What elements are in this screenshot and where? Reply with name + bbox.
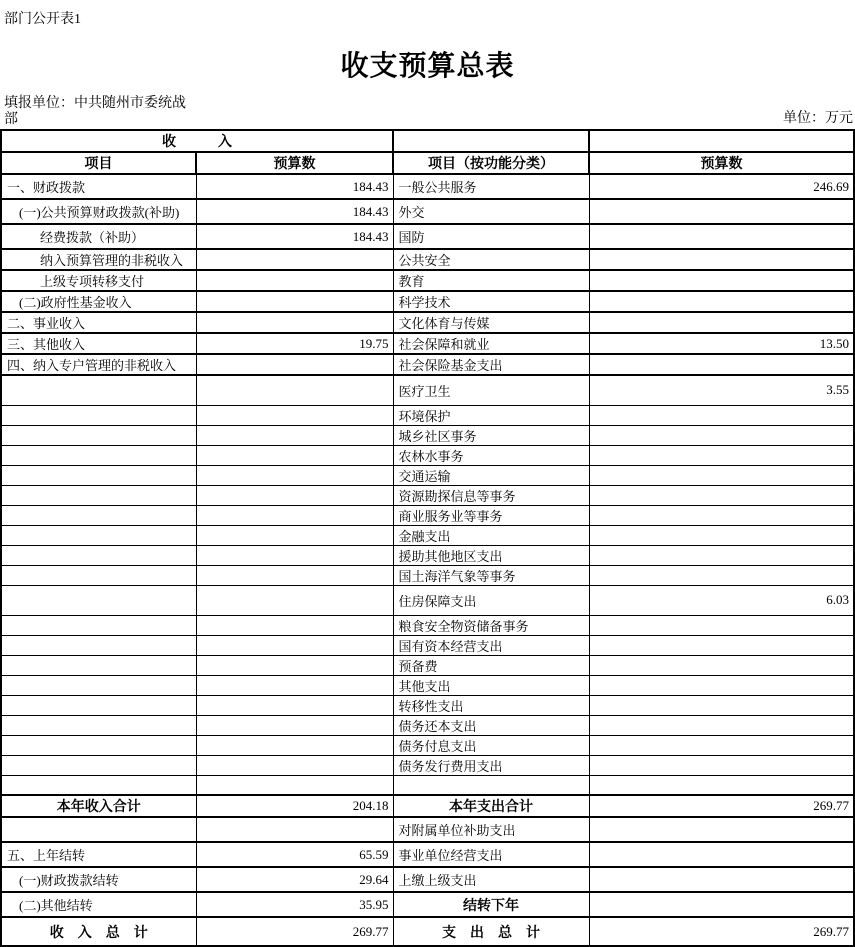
expense-amount-cell: [589, 615, 854, 635]
income-amount-cell: 204.18: [196, 795, 393, 817]
column-header-expense-budget: 预算数: [589, 152, 854, 174]
income-amount-cell: 184.43: [196, 199, 393, 224]
income-item-cell: 经费拨款（补助）: [1, 224, 196, 249]
expense-amount-cell: [589, 675, 854, 695]
expense-amount-cell: [589, 425, 854, 445]
expense-amount-cell: [589, 735, 854, 755]
table-row: [1, 842, 854, 867]
income-amount-cell: [196, 485, 393, 505]
expense-item-cell: 预备费: [393, 655, 589, 675]
expense-amount-cell: [589, 291, 854, 312]
table-row: [1, 505, 854, 525]
expense-amount-cell: [589, 445, 854, 465]
table-row: [1, 775, 854, 795]
income-amount-cell: [196, 375, 393, 405]
income-item-cell: [1, 695, 196, 715]
income-amount-cell: [196, 312, 393, 333]
table-row: [1, 270, 854, 291]
income-item-cell: (二)其他结转: [1, 892, 196, 917]
expense-item-cell: 国有资本经营支出: [393, 635, 589, 655]
expense-amount-cell: [589, 545, 854, 565]
income-item-cell: (一)财政拨款结转: [1, 867, 196, 892]
sheet-tag: 部门公开表1: [4, 12, 81, 27]
income-item-cell: [1, 735, 196, 755]
income-amount-cell: [196, 465, 393, 485]
table-row: [1, 545, 854, 565]
expense-item-cell: 外交: [393, 199, 589, 224]
expense-amount-cell: [589, 249, 854, 270]
expense-amount-cell: [589, 405, 854, 425]
table-row: [1, 525, 854, 545]
income-amount-cell: [196, 249, 393, 270]
table-row: [1, 817, 854, 842]
expense-item-cell: 转移性支出: [393, 695, 589, 715]
table-row: [1, 354, 854, 375]
expense-item-cell: 交通运输: [393, 465, 589, 485]
income-item-cell: [1, 545, 196, 565]
table-row: [1, 405, 854, 425]
table-row: [1, 291, 854, 312]
income-amount-cell: [196, 675, 393, 695]
expense-item-cell: 医疗卫生: [393, 375, 589, 405]
expense-item-cell: 教育: [393, 270, 589, 291]
income-amount-cell: [196, 755, 393, 775]
table-row: [1, 715, 854, 735]
income-amount-cell: 65.59: [196, 842, 393, 867]
expense-item-cell: 国防: [393, 224, 589, 249]
income-amount-cell: [196, 405, 393, 425]
expense-item-cell: 社会保障和就业: [393, 333, 589, 354]
expense-amount-cell: [589, 485, 854, 505]
income-amount-cell: [196, 425, 393, 445]
income-item-cell: [1, 505, 196, 525]
column-header-income-budget: 预算数: [196, 152, 393, 174]
income-amount-cell: 19.75: [196, 333, 393, 354]
table-row: [1, 917, 854, 946]
expense-item-cell: 上缴上级支出: [393, 867, 589, 892]
table-row: [1, 485, 854, 505]
table-row: [1, 249, 854, 270]
income-amount-cell: [196, 525, 393, 545]
expense-item-cell: 事业单位经营支出: [393, 842, 589, 867]
expense-item-cell: [393, 775, 589, 795]
income-item-cell: [1, 565, 196, 585]
table-row: [1, 755, 854, 775]
expense-amount-cell: [589, 892, 854, 917]
table-row: [1, 445, 854, 465]
expense-amount-cell: 269.77: [589, 795, 854, 817]
expense-item-cell: 其他支出: [393, 675, 589, 695]
income-amount-cell: [196, 615, 393, 635]
reporting-unit: 填报单位：中共随州市委统战部: [4, 96, 186, 127]
meta-row: [0, 96, 855, 128]
income-amount-cell: 35.95: [196, 892, 393, 917]
expense-amount-cell: 13.50: [589, 333, 854, 354]
expense-amount-cell: 269.77: [589, 917, 854, 946]
income-amount-cell: [196, 270, 393, 291]
budget-table: [0, 129, 855, 947]
income-item-cell: [1, 465, 196, 485]
empty-header-cell: [393, 130, 589, 152]
expense-amount-cell: 246.69: [589, 174, 854, 199]
income-item-cell: [1, 375, 196, 405]
income-section-header-row: [1, 130, 854, 152]
income-item-cell: 五、上年结转: [1, 842, 196, 867]
expense-amount-cell: [589, 565, 854, 585]
income-item-cell: [1, 817, 196, 842]
income-item-cell: 三、其他收入: [1, 333, 196, 354]
expense-item-cell: 粮食安全物资储备事务: [393, 615, 589, 635]
expense-amount-cell: 6.03: [589, 585, 854, 615]
expense-item-cell: 债务发行费用支出: [393, 755, 589, 775]
table-row: [1, 675, 854, 695]
income-amount-cell: [196, 291, 393, 312]
income-amount-cell: 269.77: [196, 917, 393, 946]
expense-item-cell: 对附属单位补助支出: [393, 817, 589, 842]
expense-amount-cell: [589, 842, 854, 867]
income-amount-cell: 29.64: [196, 867, 393, 892]
income-amount-cell: [196, 505, 393, 525]
expense-item-cell: 结转下年: [393, 892, 589, 917]
expense-amount-cell: [589, 817, 854, 842]
column-header-expense-item: 项目（按功能分类）: [393, 152, 589, 174]
expense-item-cell: 资源勘探信息等事务: [393, 485, 589, 505]
income-item-cell: 四、纳入专户管理的非税收入: [1, 354, 196, 375]
income-item-cell: [1, 525, 196, 545]
table-row: [1, 375, 854, 405]
expense-item-cell: 商业服务业等事务: [393, 505, 589, 525]
expense-amount-cell: [589, 270, 854, 291]
expense-item-cell: 债务还本支出: [393, 715, 589, 735]
expense-item-cell: 文化体育与传媒: [393, 312, 589, 333]
page-title: 收支预算总表: [340, 51, 515, 82]
income-item-cell: [1, 655, 196, 675]
income-item-cell: [1, 755, 196, 775]
expense-item-cell: 金融支出: [393, 525, 589, 545]
table-row: [1, 565, 854, 585]
income-item-cell: 本年收入合计: [1, 795, 196, 817]
table-row: [1, 312, 854, 333]
income-section-header: 收 入: [1, 130, 393, 152]
expense-item-cell: 一般公共服务: [393, 174, 589, 199]
income-item-cell: 收 入 总 计: [1, 917, 196, 946]
income-amount-cell: [196, 655, 393, 675]
expense-amount-cell: [589, 465, 854, 485]
table-row: [1, 735, 854, 755]
column-header-income-item: 项目: [1, 152, 196, 174]
expense-item-cell: 援助其他地区支出: [393, 545, 589, 565]
income-item-cell: (一)公共预算财政拨款(补助): [1, 199, 196, 224]
income-item-cell: 纳入预算管理的非税收入: [1, 249, 196, 270]
expense-item-cell: 公共安全: [393, 249, 589, 270]
table-header: [1, 130, 854, 174]
expense-item-cell: 科学技术: [393, 291, 589, 312]
expense-amount-cell: [589, 755, 854, 775]
expense-amount-cell: [589, 695, 854, 715]
income-item-cell: 上级专项转移支付: [1, 270, 196, 291]
income-item-cell: [1, 585, 196, 615]
expense-amount-cell: [589, 312, 854, 333]
table-row: [1, 425, 854, 445]
table-row: [1, 655, 854, 675]
expense-amount-cell: [589, 505, 854, 525]
table-row: [1, 635, 854, 655]
expense-amount-cell: [589, 775, 854, 795]
expense-amount-cell: [589, 224, 854, 249]
expense-amount-cell: [589, 525, 854, 545]
income-item-cell: [1, 615, 196, 635]
income-amount-cell: 184.43: [196, 174, 393, 199]
table-row: [1, 795, 854, 817]
expense-item-cell: 环境保护: [393, 405, 589, 425]
income-amount-cell: [196, 585, 393, 615]
expense-item-cell: 本年支出合计: [393, 795, 589, 817]
table-body: [1, 174, 854, 946]
expense-item-cell: 住房保障支出: [393, 585, 589, 615]
income-item-cell: [1, 675, 196, 695]
table-row: [1, 585, 854, 615]
income-item-cell: 二、事业收入: [1, 312, 196, 333]
income-amount-cell: [196, 735, 393, 755]
income-amount-cell: [196, 635, 393, 655]
income-amount-cell: [196, 817, 393, 842]
expense-item-cell: 支 出 总 计: [393, 917, 589, 946]
income-amount-cell: [196, 565, 393, 585]
income-amount-cell: [196, 545, 393, 565]
table-row: [1, 333, 854, 354]
income-amount-cell: [196, 695, 393, 715]
income-amount-cell: [196, 445, 393, 465]
expense-amount-cell: [589, 199, 854, 224]
expense-amount-cell: [589, 655, 854, 675]
income-item-cell: (二)政府性基金收入: [1, 291, 196, 312]
empty-header-cell: [589, 130, 854, 152]
table-row: [1, 174, 854, 199]
table-row: [1, 465, 854, 485]
expense-amount-cell: 3.55: [589, 375, 854, 405]
table-row: [1, 615, 854, 635]
expense-amount-cell: [589, 354, 854, 375]
income-amount-cell: [196, 354, 393, 375]
table-row: [1, 892, 854, 917]
income-item-cell: [1, 775, 196, 795]
income-amount-cell: [196, 775, 393, 795]
income-item-cell: [1, 715, 196, 735]
expense-item-cell: 农林水事务: [393, 445, 589, 465]
income-item-cell: [1, 425, 196, 445]
expense-amount-cell: [589, 715, 854, 735]
column-header-row: [1, 152, 854, 174]
table-row: [1, 224, 854, 249]
income-item-cell: [1, 635, 196, 655]
expense-item-cell: 债务付息支出: [393, 735, 589, 755]
expense-amount-cell: [589, 635, 854, 655]
table-row: [1, 695, 854, 715]
table-row: [1, 199, 854, 224]
expense-item-cell: 国土海洋气象等事务: [393, 565, 589, 585]
income-amount-cell: 184.43: [196, 224, 393, 249]
income-item-cell: [1, 445, 196, 465]
expense-item-cell: 社会保险基金支出: [393, 354, 589, 375]
income-amount-cell: [196, 715, 393, 735]
income-item-cell: [1, 405, 196, 425]
expense-item-cell: 城乡社区事务: [393, 425, 589, 445]
income-item-cell: 一、财政拨款: [1, 174, 196, 199]
unit-note: 单位：万元: [783, 111, 853, 126]
income-item-cell: [1, 485, 196, 505]
